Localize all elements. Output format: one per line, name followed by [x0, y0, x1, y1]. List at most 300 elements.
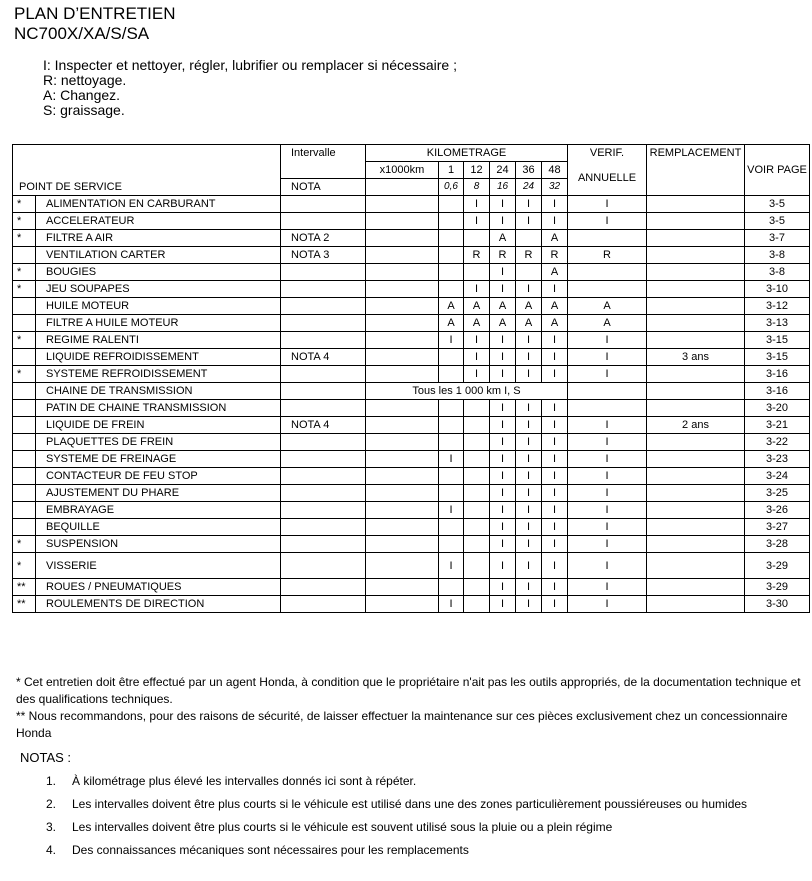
nota-cell: NOTA 2 — [281, 230, 366, 247]
voir-page-cell: 3-20 — [745, 400, 810, 417]
remplacement-cell — [647, 485, 745, 502]
km-interval-cell: I — [464, 196, 490, 213]
km-interval-cell — [439, 281, 464, 298]
km-interval-cell: I — [516, 579, 542, 596]
km-interval-cell: I — [542, 536, 568, 553]
km-interval-cell — [464, 400, 490, 417]
verif-annuelle-cell: I — [568, 213, 647, 230]
note-text: À kilométrage plus élevé les intervalles donnés ici sont à répéter. — [72, 774, 417, 788]
priority-mark-cell — [13, 349, 36, 366]
km-interval-cell: A — [490, 298, 516, 315]
voir-page-cell: 3-12 — [745, 298, 810, 315]
km-sub-header: 8 — [464, 179, 490, 196]
km-col-header: 36 — [516, 162, 542, 179]
km-interval-cell: I — [542, 332, 568, 349]
table-row — [13, 264, 810, 281]
table-row — [13, 315, 810, 332]
km-interval-cell: I — [542, 519, 568, 536]
service-item-cell: PLAQUETTES DE FREIN — [36, 434, 281, 451]
km-interval-cell: I — [464, 349, 490, 366]
nota-cell — [281, 196, 366, 213]
table-row — [13, 366, 810, 383]
remplacement-cell — [647, 596, 745, 613]
verif-annuelle-cell: I — [568, 468, 647, 485]
km-interval-cell: I — [542, 451, 568, 468]
nota-cell — [281, 519, 366, 536]
nota-cell — [281, 298, 366, 315]
remplacement-cell — [647, 468, 745, 485]
priority-mark-cell — [13, 247, 36, 264]
km-interval-cell: I — [516, 400, 542, 417]
km-interval-cell: I — [516, 596, 542, 613]
km-interval-cell — [439, 247, 464, 264]
voir-page-cell: 3-21 — [745, 417, 810, 434]
remplacement-cell — [647, 434, 745, 451]
point-de-service-header: POINT DE SERVICE — [13, 179, 281, 196]
km-interval-cell — [464, 553, 490, 579]
nota-cell: NOTA 4 — [281, 417, 366, 434]
note-item — [46, 793, 747, 816]
service-item-cell: FILTRE A AIR — [36, 230, 281, 247]
priority-mark-cell: * — [13, 366, 36, 383]
km-interval-cell — [439, 230, 464, 247]
km-interval-cell: I — [516, 451, 542, 468]
km-interval-cell: I — [542, 553, 568, 579]
remplacement-header: REMPLACEMENT — [647, 145, 745, 162]
table-row — [13, 417, 810, 434]
km-interval-cell: A — [439, 315, 464, 332]
voir-page-cell: 3-30 — [745, 596, 810, 613]
nota-cell — [281, 485, 366, 502]
nota-cell — [281, 468, 366, 485]
nota-cell — [281, 579, 366, 596]
verif-annuelle-cell: I — [568, 596, 647, 613]
km-interval-cell: I — [542, 400, 568, 417]
km-interval-cell: I — [490, 536, 516, 553]
km-interval-cell: I — [439, 332, 464, 349]
km-interval-cell: I — [490, 596, 516, 613]
priority-mark-cell — [13, 502, 36, 519]
km-interval-cell — [439, 536, 464, 553]
km-col-header: 24 — [490, 162, 516, 179]
table-row — [13, 298, 810, 315]
remplacement-cell — [647, 553, 745, 579]
km-interval-cell — [439, 366, 464, 383]
km-interval-cell: I — [490, 281, 516, 298]
voir-page-cell: 3-27 — [745, 519, 810, 536]
service-item-cell: BOUGIES — [36, 264, 281, 281]
table-row — [13, 485, 810, 502]
x1000km-cell — [366, 264, 439, 281]
remplacement-cell — [647, 196, 745, 213]
service-item-cell: FILTRE A HUILE MOTEUR — [36, 315, 281, 332]
nota-cell — [281, 315, 366, 332]
note-text: Les intervalles doivent être plus courts si le véhicule est utilisé dans une des zones particulièrement poussiéreuses ou humides — [72, 797, 748, 811]
km-interval-cell: I — [542, 281, 568, 298]
x1000km-cell — [366, 298, 439, 315]
nota-cell — [281, 596, 366, 613]
verif-annuelle-cell: I — [568, 366, 647, 383]
footnote: ** Nous recommandons, pour des raisons de sécurité, de laisser effectuer la maintenance sur ces pièces exclusivement chez un concessionnaire Honda — [16, 709, 788, 740]
km-interval-cell: I — [490, 213, 516, 230]
nota-cell — [281, 536, 366, 553]
voir-page-cell: 3-22 — [745, 434, 810, 451]
x1000km-cell — [366, 400, 439, 417]
km-interval-cell — [439, 519, 464, 536]
km-interval-cell: I — [516, 196, 542, 213]
verif-annuelle-cell — [568, 400, 647, 417]
km-interval-cell: I — [516, 366, 542, 383]
priority-mark-cell — [13, 485, 36, 502]
voir-page-cell: 3-8 — [745, 264, 810, 281]
voir-page-cell: 3-28 — [745, 536, 810, 553]
x1000km-cell — [366, 536, 439, 553]
table-row — [13, 553, 810, 579]
km-interval-cell — [464, 579, 490, 596]
km-interval-cell: I — [464, 213, 490, 230]
remplacement-cell — [647, 519, 745, 536]
legend-item: A: Changez. — [43, 87, 121, 103]
service-item-cell: ROULEMENTS DE DIRECTION — [36, 596, 281, 613]
km-interval-cell: I — [490, 519, 516, 536]
note-number: 4. — [46, 843, 57, 857]
km-interval-cell: I — [490, 451, 516, 468]
remplacement-cell: 3 ans — [647, 349, 745, 366]
priority-mark-cell: * — [13, 332, 36, 349]
priority-mark-cell: ** — [13, 596, 36, 613]
verif-annuelle-cell: I — [568, 417, 647, 434]
km-interval-cell: I — [490, 579, 516, 596]
kilometrage-header: KILOMETRAGE — [366, 145, 568, 162]
km-interval-cell — [439, 485, 464, 502]
remplacement-cell — [647, 281, 745, 298]
km-interval-cell: I — [516, 553, 542, 579]
table-row — [13, 596, 810, 613]
service-item-cell: CHAINE DE TRANSMISSION — [36, 383, 281, 400]
km-interval-cell: I — [464, 332, 490, 349]
priority-mark-cell — [13, 383, 36, 400]
service-item-cell: ACCELERATEUR — [36, 213, 281, 230]
km-sub-header: 16 — [490, 179, 516, 196]
km-interval-cell — [464, 519, 490, 536]
verif-annuelle-cell: I — [568, 536, 647, 553]
priority-mark-cell: ** — [13, 579, 36, 596]
x1000km-cell — [366, 332, 439, 349]
km-interval-cell: I — [490, 264, 516, 281]
verif-annuelle-cell — [568, 230, 647, 247]
km-interval-cell: I — [439, 502, 464, 519]
nota-cell — [281, 553, 366, 579]
km-interval-cell: I — [490, 400, 516, 417]
km-interval-cell — [516, 264, 542, 281]
verif-annuelle-cell: I — [568, 434, 647, 451]
nota-cell — [281, 434, 366, 451]
km-interval-cell: A — [490, 230, 516, 247]
km-sub-header: 0,6 — [439, 179, 464, 196]
note-number: 2. — [46, 797, 57, 811]
km-interval-cell: I — [490, 468, 516, 485]
km-interval-cell: R — [464, 247, 490, 264]
service-item-cell: LIQUIDE REFROIDISSEMENT — [36, 349, 281, 366]
km-interval-cell — [464, 485, 490, 502]
priority-mark-cell: * — [13, 264, 36, 281]
note-item — [46, 816, 747, 839]
verif-annuelle-cell: I — [568, 196, 647, 213]
table-row — [13, 196, 810, 213]
km-interval-cell — [464, 536, 490, 553]
km-col-header: 48 — [542, 162, 568, 179]
x1000km-cell — [366, 315, 439, 332]
service-item-cell: AJUSTEMENT DU PHARE — [36, 485, 281, 502]
x1000km-cell — [366, 502, 439, 519]
document-title-block — [14, 4, 176, 44]
km-sub-header: 24 — [516, 179, 542, 196]
nota-cell — [281, 502, 366, 519]
remplacement-cell — [647, 213, 745, 230]
km-interval-cell: I — [516, 281, 542, 298]
km-interval-cell — [439, 196, 464, 213]
table-row — [13, 332, 810, 349]
km-interval-cell: I — [490, 349, 516, 366]
km-interval-cell: I — [490, 485, 516, 502]
nota-cell: NOTA 3 — [281, 247, 366, 264]
km-interval-cell: A — [542, 264, 568, 281]
remplacement-cell — [647, 383, 745, 400]
priority-mark-cell: * — [13, 230, 36, 247]
km-interval-cell: A — [464, 298, 490, 315]
km-interval-cell: I — [439, 596, 464, 613]
service-item-cell: ALIMENTATION EN CARBURANT — [36, 196, 281, 213]
km-interval-cell — [439, 213, 464, 230]
km-interval-cell — [464, 417, 490, 434]
remplacement-cell — [647, 502, 745, 519]
table-row — [13, 536, 810, 553]
x1000km-cell — [366, 196, 439, 213]
service-item-cell: VENTILATION CARTER — [36, 247, 281, 264]
km-interval-cell: A — [490, 315, 516, 332]
voir-page-cell: 3-26 — [745, 502, 810, 519]
km-interval-cell — [439, 468, 464, 485]
remplacement-cell — [647, 264, 745, 281]
service-item-cell: CONTACTEUR DE FEU STOP — [36, 468, 281, 485]
priority-mark-cell: * — [13, 536, 36, 553]
km-interval-cell: A — [542, 315, 568, 332]
model-subtitle: NC700X/XA/S/SA — [14, 24, 150, 43]
table-body — [13, 196, 810, 613]
voir-page-cell: 3-16 — [745, 383, 810, 400]
priority-mark-cell: * — [13, 553, 36, 579]
priority-mark-cell — [13, 315, 36, 332]
priority-mark-cell — [13, 434, 36, 451]
km-interval-cell: R — [490, 247, 516, 264]
verif-annuelle-cell — [568, 383, 647, 400]
priority-mark-cell — [13, 519, 36, 536]
voir-page-cell: 3-23 — [745, 451, 810, 468]
priority-mark-cell — [13, 400, 36, 417]
note-text: Des connaissances mécaniques sont nécessaires pour les remplacements — [72, 843, 469, 857]
header-row-1 — [13, 145, 810, 162]
note-text: Les intervalles doivent être plus courts si le véhicule est souvent utilisé sous la pluie ou a plein régime — [72, 820, 613, 834]
km-interval-cell — [464, 502, 490, 519]
km-interval-cell: I — [516, 434, 542, 451]
header-row-2 — [13, 162, 810, 179]
note-item — [46, 839, 747, 862]
km-interval-cell: I — [542, 196, 568, 213]
km-interval-cell: A — [542, 298, 568, 315]
km-interval-cell: I — [516, 332, 542, 349]
x1000km-cell — [366, 434, 439, 451]
voir-page-cell: 3-16 — [745, 366, 810, 383]
remplacement-cell — [647, 315, 745, 332]
x1000km-cell — [366, 366, 439, 383]
service-item-cell: JEU SOUPAPES — [36, 281, 281, 298]
km-interval-cell: A — [439, 298, 464, 315]
km-interval-cell: I — [490, 502, 516, 519]
footnote: * Cet entretien doit être effectué par un agent Honda, à condition que le propriétaire n'ait pas les outils appropriés, de la documentation technique et des qualifications techniques. — [16, 675, 801, 706]
table-row — [13, 502, 810, 519]
km-interval-cell — [516, 230, 542, 247]
voir-page-cell: 3-5 — [745, 196, 810, 213]
table-row — [13, 281, 810, 298]
verif-annuelle-cell: I — [568, 349, 647, 366]
table-row — [13, 519, 810, 536]
voir-page-cell: 3-15 — [745, 332, 810, 349]
km-interval-cell: I — [516, 468, 542, 485]
km-interval-cell: I — [542, 502, 568, 519]
verif-annuelle-cell: A — [568, 298, 647, 315]
legend-item: I: Inspecter et nettoyer, régler, lubrifier ou remplacer si nécessaire ; — [43, 57, 457, 73]
intervalle-header: Intervalle — [281, 145, 366, 162]
remplacement-cell — [647, 247, 745, 264]
priority-mark-cell — [13, 468, 36, 485]
km-interval-cell: I — [439, 553, 464, 579]
voir-page-cell: 3-29 — [745, 579, 810, 596]
verif-annuelle-cell: I — [568, 502, 647, 519]
voir-page-header: VOIR PAGE — [745, 162, 810, 179]
km-interval-cell: I — [542, 468, 568, 485]
km-col-header: 12 — [464, 162, 490, 179]
legend-item: S: graissage. — [43, 102, 125, 118]
km-interval-cell: I — [542, 434, 568, 451]
remplacement-cell — [647, 579, 745, 596]
x1000km-cell — [366, 417, 439, 434]
service-item-cell: SUSPENSION — [36, 536, 281, 553]
km-interval-cell: I — [516, 502, 542, 519]
maintenance-schedule-table — [12, 144, 810, 613]
x1000km-cell — [366, 451, 439, 468]
nota-cell: NOTA 4 — [281, 349, 366, 366]
km-interval-cell: I — [490, 332, 516, 349]
remplacement-cell: 2 ans — [647, 417, 745, 434]
remplacement-cell — [647, 332, 745, 349]
x1000km-cell — [366, 579, 439, 596]
table-row — [13, 247, 810, 264]
legend-item: R: nettoyage. — [43, 72, 127, 88]
footnotes — [16, 674, 806, 742]
x1000km-cell — [366, 468, 439, 485]
x1000km-cell — [366, 553, 439, 579]
remplacement-cell — [647, 451, 745, 468]
km-interval-cell — [464, 434, 490, 451]
km-interval-cell: I — [516, 213, 542, 230]
table-row — [13, 400, 810, 417]
x1000km-cell — [366, 281, 439, 298]
km-interval-cell: I — [490, 553, 516, 579]
km-interval-cell: I — [464, 366, 490, 383]
service-item-cell: BEQUILLE — [36, 519, 281, 536]
verif-annuelle-cell: I — [568, 451, 647, 468]
km-interval-cell — [464, 264, 490, 281]
table-row — [13, 579, 810, 596]
remplacement-cell — [647, 400, 745, 417]
legend — [43, 58, 457, 118]
voir-page-cell: 3-25 — [745, 485, 810, 502]
service-item-cell: SYSTEME REFROIDISSEMENT — [36, 366, 281, 383]
priority-mark-cell: * — [13, 213, 36, 230]
note-number: 1. — [46, 774, 57, 788]
km-interval-cell: I — [464, 281, 490, 298]
km-interval-cell: I — [542, 213, 568, 230]
km-interval-cell: A — [516, 315, 542, 332]
priority-mark-cell — [13, 417, 36, 434]
km-interval-cell: A — [542, 230, 568, 247]
km-interval-cell: I — [542, 485, 568, 502]
verif-annuelle-cell: I — [568, 579, 647, 596]
x1000km-cell — [366, 349, 439, 366]
service-item-cell: ROUES / PNEUMATIQUES — [36, 579, 281, 596]
table-row — [13, 383, 810, 400]
annuelle-header: ANNUELLE — [568, 162, 647, 196]
note-number: 3. — [46, 820, 57, 834]
x1000km-cell — [366, 519, 439, 536]
service-item-cell: SYSTEME DE FREINAGE — [36, 451, 281, 468]
km-interval-cell — [439, 349, 464, 366]
notes-title: NOTAS : — [20, 750, 72, 765]
priority-mark-cell — [13, 298, 36, 315]
voir-page-cell: 3-7 — [745, 230, 810, 247]
km-interval-cell — [439, 417, 464, 434]
km-interval-cell — [439, 400, 464, 417]
interval-span-cell: Tous les 1 000 km I, S — [366, 383, 568, 400]
nota-cell — [281, 332, 366, 349]
nota-cell — [281, 383, 366, 400]
table-row — [13, 468, 810, 485]
x1000km-cell — [366, 230, 439, 247]
table-row — [13, 434, 810, 451]
km-interval-cell: A — [516, 298, 542, 315]
service-item-cell: HUILE MOTEUR — [36, 298, 281, 315]
km-interval-cell: I — [516, 485, 542, 502]
km-interval-cell: I — [542, 579, 568, 596]
service-item-cell: VISSERIE — [36, 553, 281, 579]
km-interval-cell — [439, 579, 464, 596]
km-interval-cell: I — [516, 417, 542, 434]
priority-mark-cell — [13, 451, 36, 468]
nota-cell — [281, 400, 366, 417]
verif-annuelle-cell — [568, 264, 647, 281]
verif-annuelle-cell — [568, 281, 647, 298]
verif-annuelle-cell: I — [568, 553, 647, 579]
km-interval-cell: I — [439, 451, 464, 468]
voir-page-cell: 3-15 — [745, 349, 810, 366]
km-interval-cell — [464, 596, 490, 613]
km-interval-cell: I — [542, 596, 568, 613]
km-interval-cell: I — [490, 417, 516, 434]
remplacement-cell — [647, 366, 745, 383]
page-title: PLAN D’ENTRETIEN — [14, 4, 176, 23]
km-col-header: 1 — [439, 162, 464, 179]
km-interval-cell: R — [516, 247, 542, 264]
